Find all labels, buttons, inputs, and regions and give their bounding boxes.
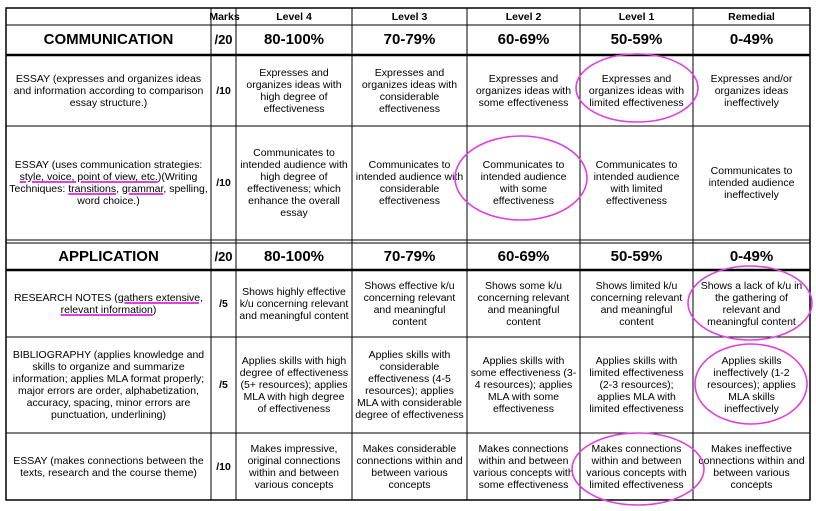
application-range-remedial: 0-49% bbox=[729, 247, 774, 265]
communication-range-level-1: 50-59% bbox=[610, 31, 663, 48]
descriptor-cell: Expresses and organizes ideas with high degree of effectiveness bbox=[246, 66, 342, 115]
communication-range-level-2: 60-69% bbox=[497, 31, 550, 48]
descriptor-cell: Shows highly effective k/u concerning relevant and meaningful content bbox=[239, 285, 349, 322]
communication-range-level-3: 70-79% bbox=[383, 31, 436, 48]
level-1-header: Level 1 bbox=[618, 10, 655, 23]
descriptor-cell: Applies skills with limited effectiveness (2-3 resources); applies MLA with limited effectiveness bbox=[589, 355, 684, 415]
marks-bibliography: /5 bbox=[219, 379, 228, 391]
level-3-header: Level 3 bbox=[391, 10, 428, 23]
marks-header: Marks bbox=[209, 10, 240, 23]
marks-essay-connections: /10 bbox=[216, 460, 231, 473]
descriptor-cell: Communicates to intended audience with considerable effectiveness bbox=[355, 159, 464, 207]
descriptor-cell: Applies skills with high degree of effectiveness (5+ resources); applies MLA with high degree of effectiveness bbox=[239, 355, 349, 415]
descriptor-cell: Communicates to intended audience ineffectively bbox=[708, 165, 795, 201]
descriptor-cell: Makes connections within and between various concepts with some effectiveness bbox=[473, 442, 574, 491]
descriptor-cell: Communicates to intended audience with high degree of effectiveness; which enhance the overall essay bbox=[240, 147, 348, 219]
criterion-essay-organization: ESSAY (expresses and organizes ideas and information according to comparison essay structure.) bbox=[13, 72, 204, 109]
descriptor-cell: Makes ineffective connections within and between various concepts bbox=[698, 442, 805, 491]
descriptor-cell: Applies skills with considerable effectiveness (4-5 resources); applies MLA with considerable degree of effectiveness bbox=[355, 349, 464, 421]
descriptor-cell: Shows some k/u concerning relevant and meaningful content bbox=[477, 279, 570, 328]
descriptor-cell: Makes considerable connections within and between various concepts bbox=[356, 442, 463, 491]
criterion-essay-strategies: ESSAY (uses communication strategies: style, voice, point of view, etc.)(Writing Techniques: transitions, grammar, spelling, word choice.) bbox=[9, 159, 208, 207]
descriptor-cell: Shows a lack of k/u in the gathering of relevant and meaningful content bbox=[700, 279, 803, 328]
descriptor-cell: Makes connections within and between various concepts with limited effectiveness bbox=[586, 442, 687, 491]
level-4-header: Level 4 bbox=[276, 10, 312, 23]
criterion-bibliography: BIBLIOGRAPHY (applies knowledge and skills to organize and summarize information; applies MLA format properly; major errors are order, alphabetization, accuracy, spacing, minor errors are punctuation, underlining) bbox=[12, 349, 205, 421]
descriptor-cell: Expresses and/or organizes ideas ineffectively bbox=[710, 72, 793, 109]
level-2-header: Level 2 bbox=[505, 10, 542, 23]
application-title: APPLICATION bbox=[58, 247, 159, 265]
descriptor-cell: Makes impressive, original connections within and between various concepts bbox=[247, 442, 341, 491]
communication-title: COMMUNICATION bbox=[43, 31, 174, 48]
marks-essay-organization: /10 bbox=[216, 84, 231, 97]
application-range-level-4: 80-100% bbox=[263, 247, 325, 265]
communication-range-level-4: 80-100% bbox=[263, 31, 325, 48]
communication-range-remedial: 0-49% bbox=[729, 31, 774, 48]
marks-essay-strategies: /10 bbox=[216, 177, 231, 189]
descriptor-cell: Communicates to intended audience with limited effectiveness bbox=[593, 159, 680, 207]
application-range-level-3: 70-79% bbox=[383, 247, 436, 265]
criterion-research-notes: RESEARCH NOTES (gathers extensive, relevant information) bbox=[13, 291, 204, 316]
descriptor-cell: Applies skills ineffectively (1-2 resources); applies MLA skills ineffectively bbox=[707, 355, 796, 415]
application-total: /20 bbox=[214, 248, 233, 264]
descriptor-cell: Communicates to intended audience with some effectiveness bbox=[480, 159, 567, 207]
remedial-header: Remedial bbox=[728, 10, 775, 23]
descriptor-cell: Shows limited k/u concerning relevant and meaningful content bbox=[590, 279, 683, 328]
application-range-level-1: 50-59% bbox=[610, 247, 663, 265]
descriptor-cell: Expresses and organizes ideas with some effectiveness bbox=[475, 72, 572, 109]
descriptor-cell: Expresses and organizes ideas with considerable effectiveness bbox=[361, 66, 458, 115]
descriptor-cell: Expresses and organizes ideas with limited effectiveness bbox=[588, 72, 685, 109]
descriptor-cell: Applies skills with some effectiveness (3-4 resources); applies MLA with some effectiveness bbox=[470, 355, 577, 415]
communication-total: /20 bbox=[214, 32, 233, 47]
criterion-essay-connections: ESSAY (makes connections between the texts, research and the course theme) bbox=[13, 454, 204, 479]
descriptor-cell: Shows effective k/u concerning relevant and meaningful content bbox=[363, 279, 456, 328]
marks-research-notes: /5 bbox=[219, 297, 228, 310]
application-range-level-2: 60-69% bbox=[497, 247, 550, 265]
